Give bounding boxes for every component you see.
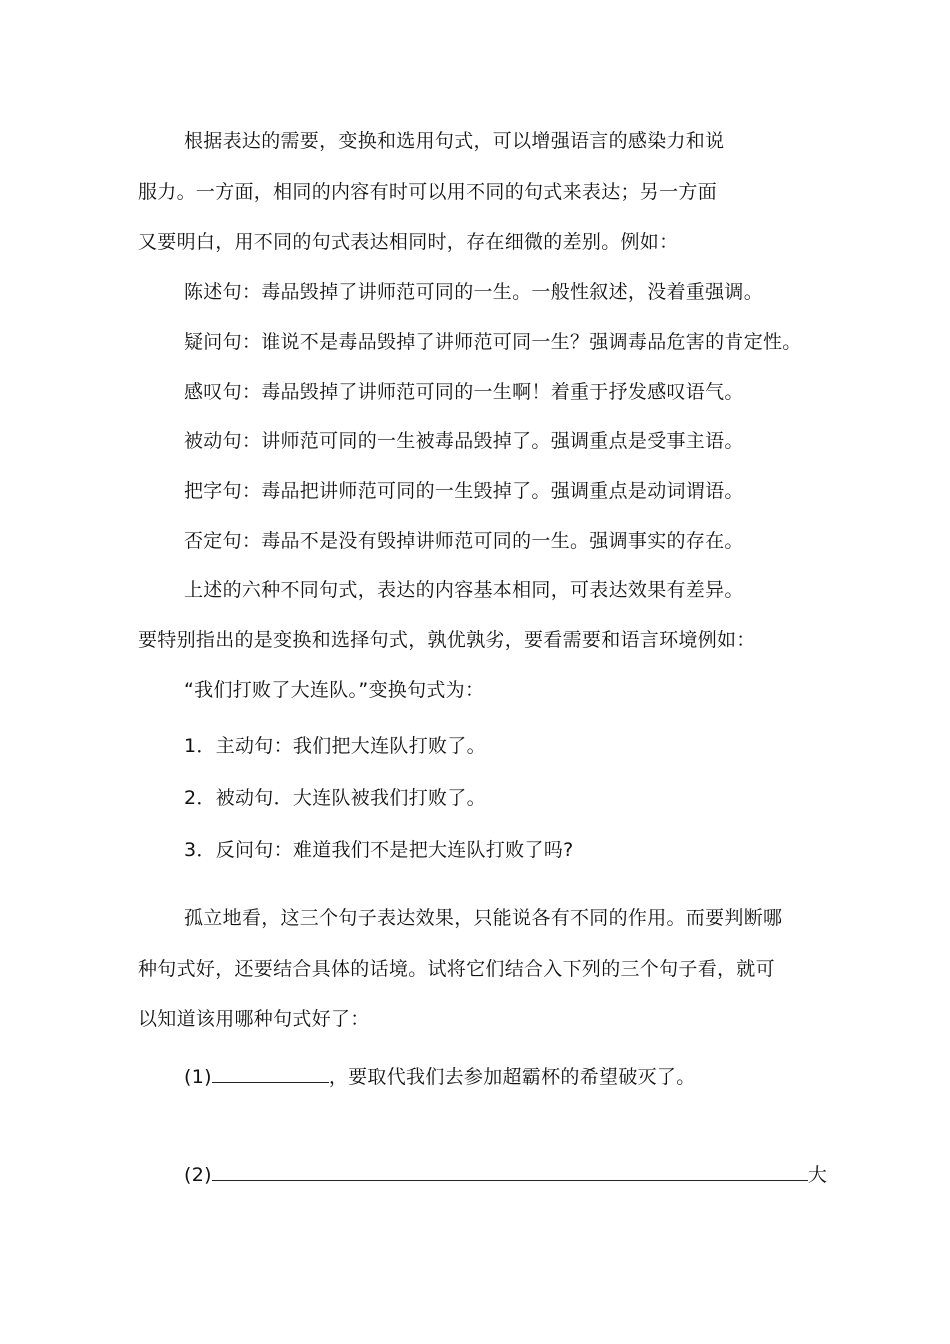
intro-line-2: 服力。一方面，相同的内容有时可以用不同的句式来表达；另一方面 <box>138 181 718 203</box>
exercise-1-text: ，要取代我们去参加超霸杯的希望破灭了。 <box>328 1066 696 1088</box>
intro-line-3: 又要明白，用不同的句式表达相同时，存在细微的差别。例如： <box>138 231 679 253</box>
sentence-type-ba: 把字句：毒品把讲师范可同的一生毁掉了。强调重点是动词谓语。 <box>184 480 744 502</box>
sentence-type-exclamatory: 感叹句：毒品毁掉了讲师范可同的一生啊！着重于抒发感叹语气。 <box>184 381 744 403</box>
exercise-2 <box>184 1162 827 1187</box>
exercise-1-blank[interactable] <box>212 1064 329 1083</box>
exercise-1-label: (1) <box>184 1066 212 1088</box>
analysis-line-1: 孤立地看，这三个句子表达效果，只能说各有不同的作用。而要判断哪 <box>184 907 783 929</box>
sentence-type-declarative: 陈述句：毒品毁掉了讲师范可同的一生。一般性叙述，没着重强调。 <box>184 281 764 303</box>
sentence-type-interrogative: 疑问句：谁说不是毒品毁掉了讲师范可同一生？强调毒品危害的肯定性。 <box>184 331 802 353</box>
exercise-2-text: 大 <box>807 1164 828 1186</box>
analysis-line-2: 种句式好，还要结合具体的话境。试将它们结合入下列的三个句子看，就可 <box>138 958 775 980</box>
exercise-2-blank[interactable] <box>212 1162 808 1181</box>
variant-passive: 2．被动句．大连队被我们打败了。 <box>184 787 486 809</box>
sentence-type-passive: 被动句：讲师范可同的一生被毒品毁掉了。强调重点是受事主语。 <box>184 430 744 452</box>
exercise-1 <box>184 1064 696 1089</box>
analysis-line-3: 以知道该用哪种句式好了： <box>138 1008 370 1030</box>
variant-rhetorical: 3．反问句：难道我们不是把大连队打败了吗? <box>184 839 574 861</box>
summary-line-1: 上述的六种不同句式，表达的内容基本相同，可表达效果有差异。 <box>184 579 744 601</box>
example-intro: “我们打败了大连队。”变换句式为： <box>184 679 485 701</box>
intro-line-1: 根据表达的需要，变换和选用句式，可以增强语言的感染力和说 <box>184 130 725 152</box>
summary-line-2: 要特别指出的是变换和选择句式，孰优孰劣，要看需要和语言环境例如： <box>138 629 756 651</box>
variant-active: 1．主动句：我们把大连队打败了。 <box>184 735 486 757</box>
sentence-type-negative: 否定句：毒品不是没有毁掉讲师范可同的一生。强调事实的存在。 <box>184 530 744 552</box>
exercise-2-label: (2) <box>184 1164 212 1186</box>
